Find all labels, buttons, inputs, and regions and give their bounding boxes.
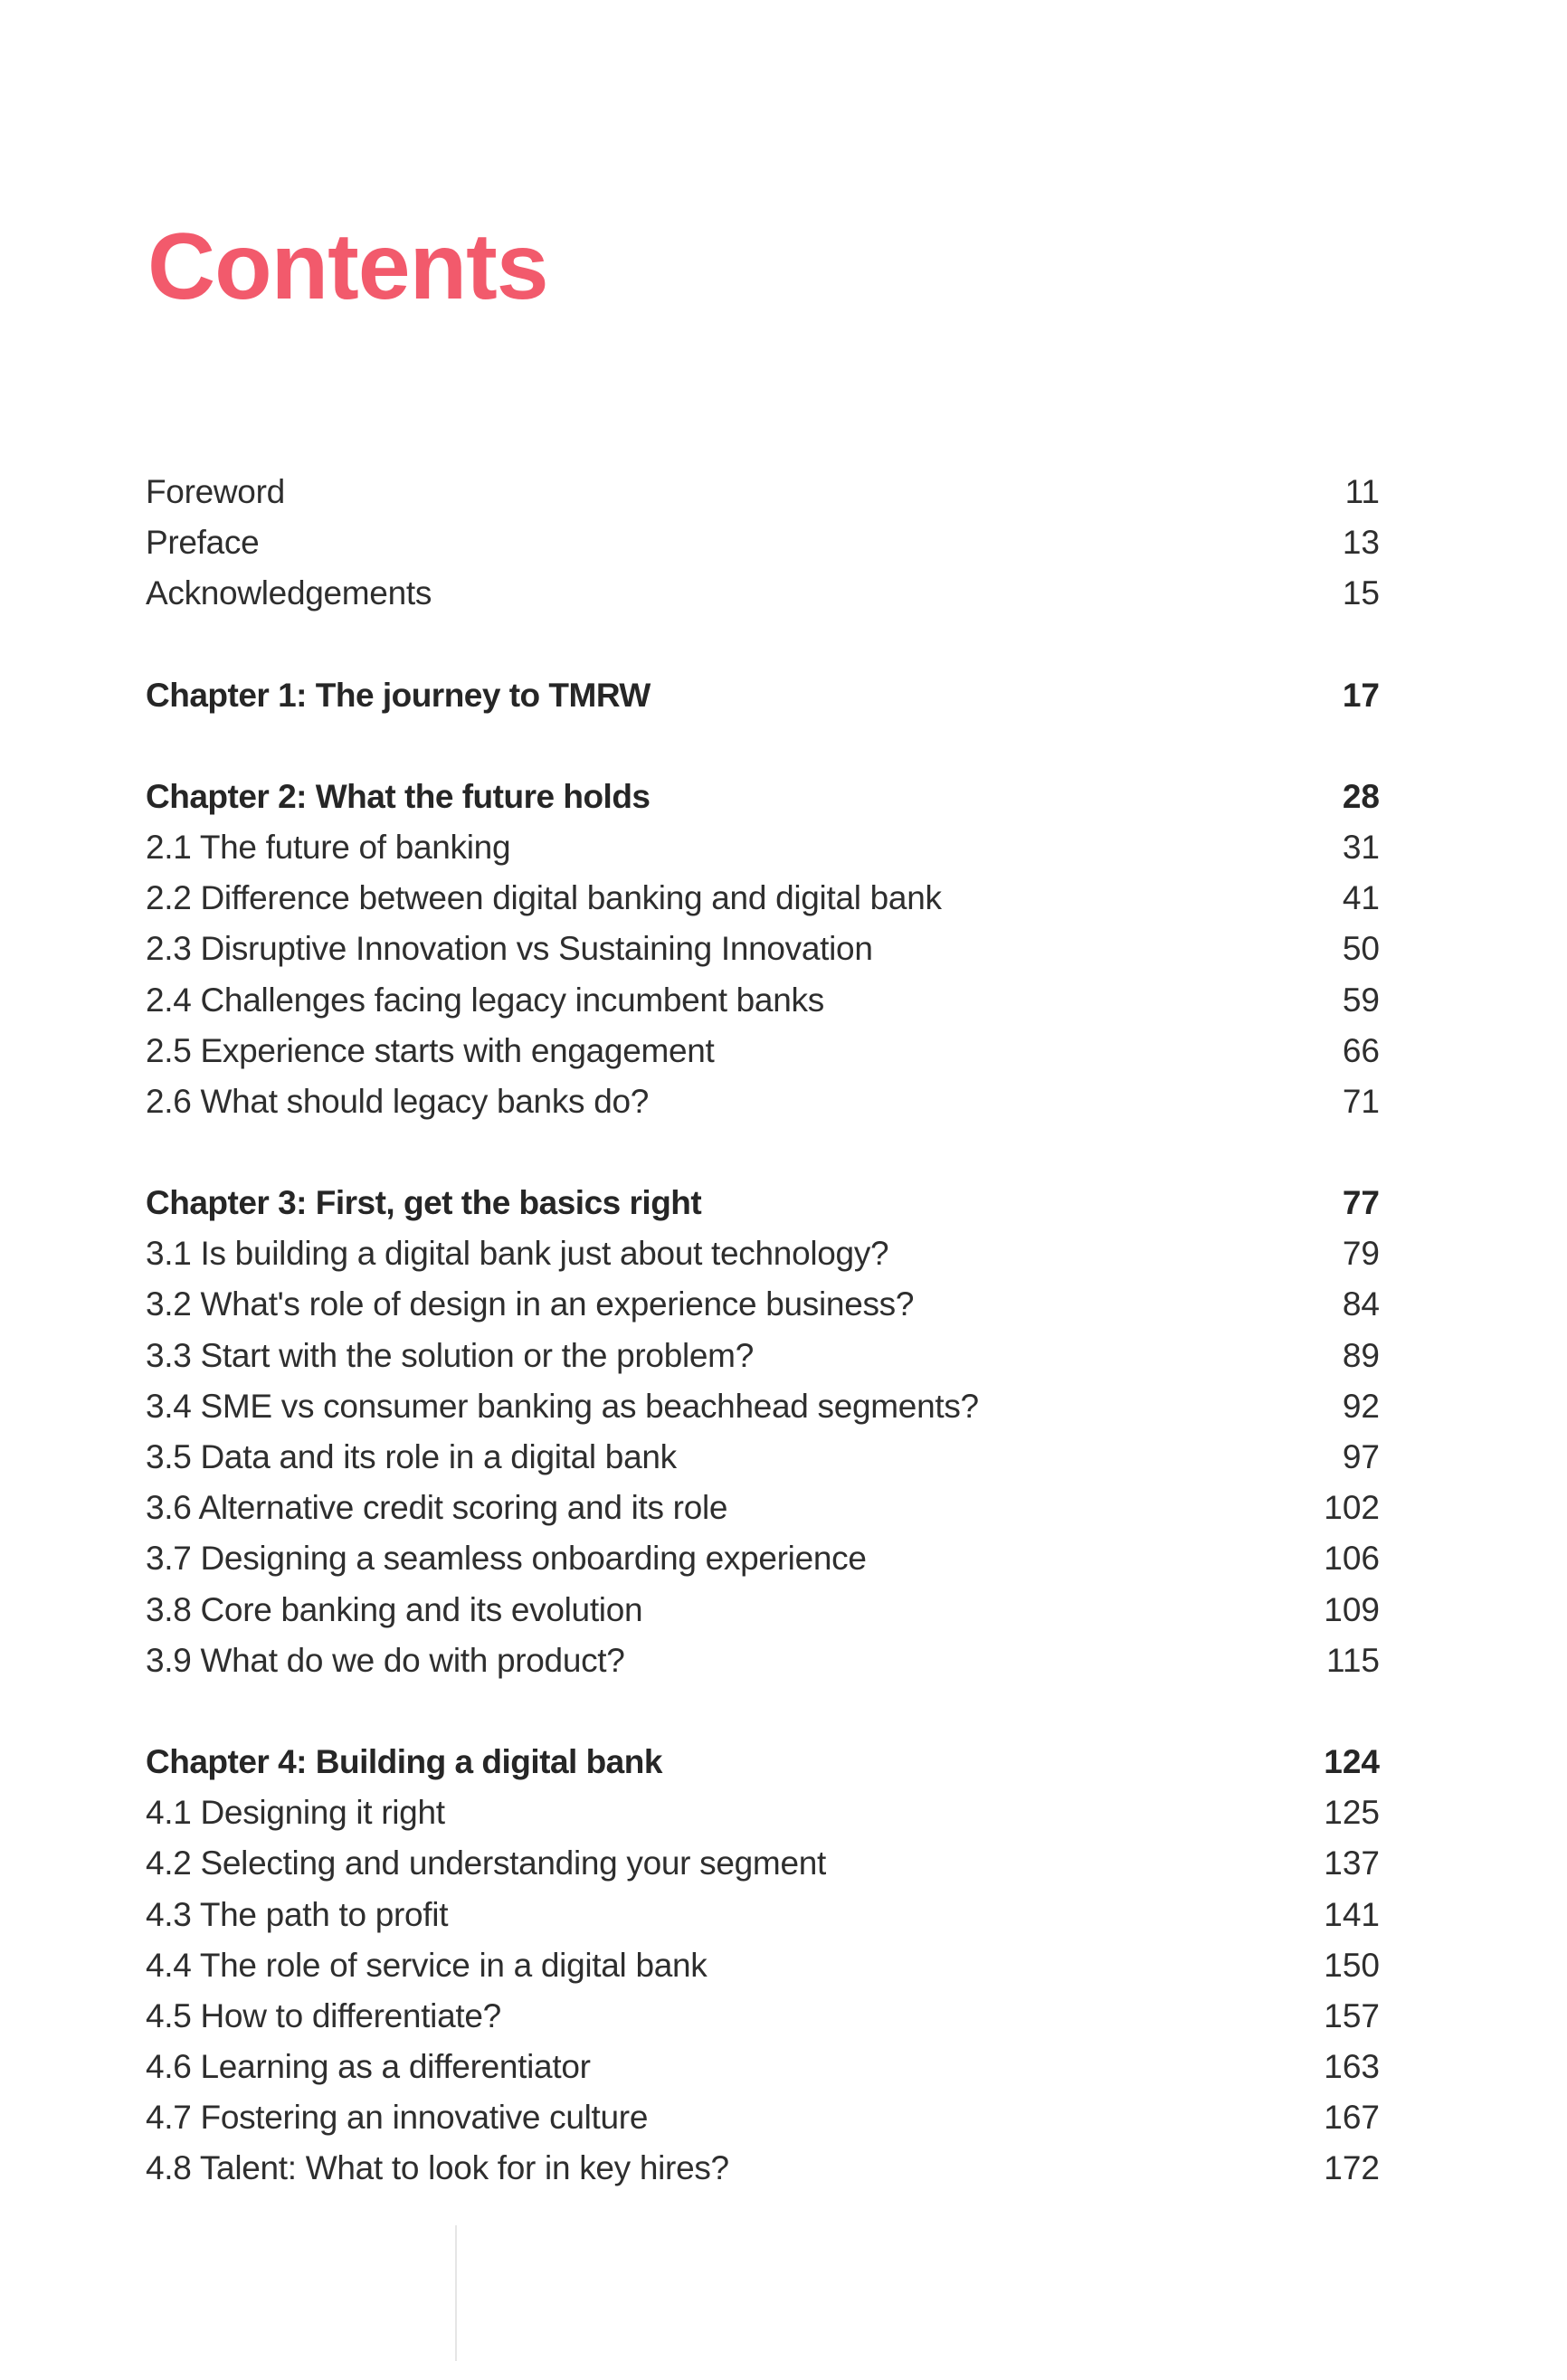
toc-section-4-3[interactable] — [146, 1890, 1380, 1940]
chapter-page-number: 28 — [1342, 777, 1380, 815]
section-page-number: 31 — [1342, 828, 1380, 866]
toc-section-3-3[interactable] — [146, 1331, 1380, 1381]
toc-chapter-1[interactable] — [146, 670, 1380, 721]
section-title: 3.1 Is building a digital bank just about technology? — [146, 1235, 889, 1273]
chapter-page-number: 17 — [1342, 676, 1380, 714]
toc-entry-label: Preface — [146, 524, 260, 562]
front-matter-group — [146, 467, 1380, 620]
section-page-number: 163 — [1324, 2048, 1380, 2086]
section-page-number: 102 — [1324, 1489, 1380, 1527]
section-page-number: 50 — [1342, 930, 1380, 968]
section-title: 3.6 Alternative credit scoring and its role — [146, 1489, 728, 1527]
section-title: 3.7 Designing a seamless onboarding experience — [146, 1540, 867, 1578]
toc-section-4-7[interactable] — [146, 2092, 1380, 2143]
toc-section-2-2[interactable] — [146, 873, 1380, 924]
toc-chapter-3[interactable] — [146, 1178, 1380, 1228]
chapter-page-number: 124 — [1324, 1742, 1380, 1780]
section-title: 2.4 Challenges facing legacy incumbent banks — [146, 981, 824, 1019]
toc-section-3-4[interactable] — [146, 1381, 1380, 1432]
section-title: 3.5 Data and its role in a digital bank — [146, 1438, 677, 1475]
section-page-number: 141 — [1324, 1895, 1380, 1933]
toc-section-3-5[interactable] — [146, 1432, 1380, 1483]
section-page-number: 66 — [1342, 1031, 1380, 1069]
chapter-title: Chapter 3: First, get the basics right — [146, 1184, 702, 1222]
section-page-number: 157 — [1324, 1996, 1380, 2034]
toc-entry-label: Acknowledgements — [146, 574, 432, 612]
toc-section-3-8[interactable] — [146, 1585, 1380, 1636]
toc-section-3-7[interactable] — [146, 1533, 1380, 1584]
section-title: 3.4 SME vs consumer banking as beachhead segments? — [146, 1387, 979, 1425]
chapter-2-group — [146, 772, 1380, 1127]
toc-section-2-1[interactable] — [146, 822, 1380, 873]
section-page-number: 84 — [1342, 1285, 1380, 1323]
scan-artifact-line — [455, 2225, 457, 2361]
section-title: 4.5 How to differentiate? — [146, 1996, 501, 2034]
section-page-number: 79 — [1342, 1235, 1380, 1273]
table-of-contents — [146, 467, 1380, 2245]
toc-section-3-1[interactable] — [146, 1228, 1380, 1279]
chapter-title: Chapter 4: Building a digital bank — [146, 1742, 662, 1780]
section-page-number: 115 — [1326, 1641, 1380, 1679]
section-title: 4.2 Selecting and understanding your segment — [146, 1844, 826, 1882]
section-title: 4.7 Fostering an innovative culture — [146, 2099, 649, 2137]
section-page-number: 41 — [1342, 879, 1380, 917]
toc-entry-acknowledgements[interactable] — [146, 568, 1380, 619]
toc-section-4-4[interactable] — [146, 1940, 1380, 1991]
section-page-number: 109 — [1324, 1590, 1380, 1628]
toc-page-number: 15 — [1342, 574, 1380, 612]
section-page-number: 125 — [1324, 1794, 1380, 1832]
section-page-number: 172 — [1324, 2149, 1380, 2187]
toc-page-number: 11 — [1344, 473, 1380, 510]
section-title: 2.1 The future of banking — [146, 828, 511, 866]
toc-page-number: 13 — [1342, 524, 1380, 562]
section-page-number: 137 — [1324, 1844, 1380, 1882]
chapter-4-group — [146, 1737, 1380, 2195]
section-title: 2.5 Experience starts with engagement — [146, 1031, 715, 1069]
section-title: 2.2 Difference between digital banking and digital bank — [146, 879, 942, 917]
section-page-number: 92 — [1342, 1387, 1380, 1425]
section-title: 3.3 Start with the solution or the problem? — [146, 1336, 754, 1374]
section-title: 4.4 The role of service in a digital bank — [146, 1946, 708, 1984]
toc-section-4-2[interactable] — [146, 1838, 1380, 1889]
section-title: 4.3 The path to profit — [146, 1895, 449, 1933]
toc-section-4-6[interactable] — [146, 2042, 1380, 2092]
section-page-number: 167 — [1324, 2099, 1380, 2137]
toc-entry-foreword[interactable] — [146, 467, 1380, 517]
toc-section-2-4[interactable] — [146, 975, 1380, 1026]
toc-section-2-6[interactable] — [146, 1076, 1380, 1127]
toc-section-3-6[interactable] — [146, 1483, 1380, 1533]
chapter-3-group — [146, 1178, 1380, 1686]
section-title: 4.6 Learning as a differentiator — [146, 2048, 591, 2086]
toc-section-3-2[interactable] — [146, 1279, 1380, 1330]
page-title: Contents — [147, 214, 548, 319]
toc-section-4-5[interactable] — [146, 1991, 1380, 2042]
chapter-title: Chapter 1: The journey to TMRW — [146, 676, 651, 714]
chapter-page-number: 77 — [1342, 1184, 1380, 1222]
toc-entry-label: Foreword — [146, 473, 285, 510]
chapter-title: Chapter 2: What the future holds — [146, 777, 651, 815]
toc-chapter-2[interactable] — [146, 772, 1380, 822]
section-title: 3.2 What's role of design in an experience business? — [146, 1285, 915, 1323]
toc-section-4-1[interactable] — [146, 1787, 1380, 1838]
toc-entry-preface[interactable] — [146, 517, 1380, 568]
section-page-number: 59 — [1342, 981, 1380, 1019]
chapter-1-group — [146, 670, 1380, 721]
section-page-number: 106 — [1324, 1540, 1380, 1578]
section-title: 2.3 Disruptive Innovation vs Sustaining Innovation — [146, 930, 873, 968]
section-title: 4.8 Talent: What to look for in key hires? — [146, 2149, 729, 2187]
section-title: 2.6 What should legacy banks do? — [146, 1082, 650, 1120]
section-title: 3.9 What do we do with product? — [146, 1641, 625, 1679]
section-page-number: 89 — [1342, 1336, 1380, 1374]
section-title: 4.1 Designing it right — [146, 1794, 445, 1832]
toc-chapter-4[interactable] — [146, 1737, 1380, 1787]
section-page-number: 97 — [1342, 1438, 1380, 1475]
toc-section-3-9[interactable] — [146, 1636, 1380, 1686]
section-page-number: 150 — [1324, 1946, 1380, 1984]
toc-section-4-8[interactable] — [146, 2143, 1380, 2194]
section-title: 3.8 Core banking and its evolution — [146, 1590, 643, 1628]
toc-section-2-5[interactable] — [146, 1026, 1380, 1076]
section-page-number: 71 — [1342, 1082, 1380, 1120]
toc-section-2-3[interactable] — [146, 924, 1380, 974]
